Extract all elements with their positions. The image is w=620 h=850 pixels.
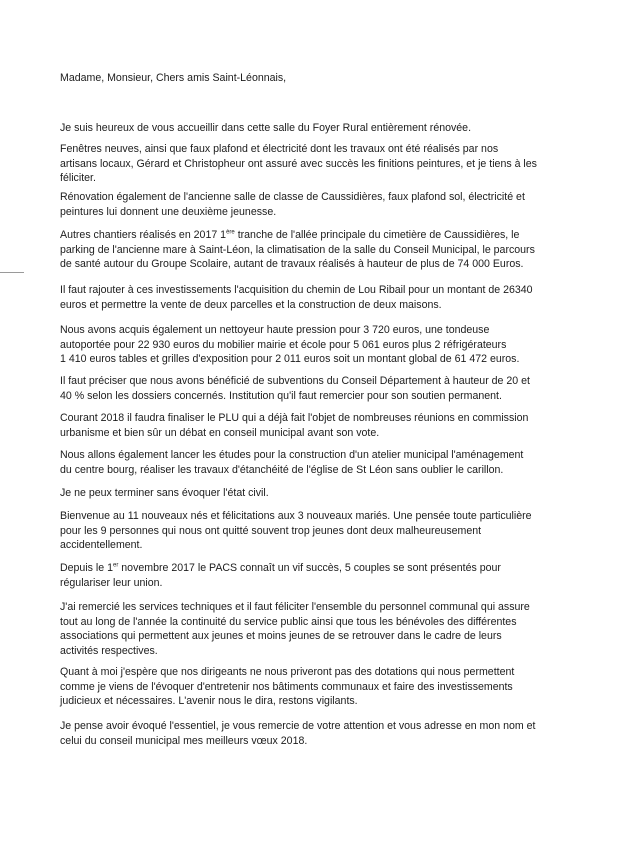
text-line: féliciter. bbox=[60, 172, 96, 184]
text-line: de santé autour du Groupe Scolaire, autant de travaux réalisés à hauteur de plus de 74 000 Euros. bbox=[60, 258, 524, 270]
paragraph-funding-hopes bbox=[60, 665, 580, 709]
superscript: ère bbox=[226, 229, 235, 236]
text-line: Nous avons acquis également un nettoyeur haute pression pour 3 720 euros, une tondeuse bbox=[60, 324, 490, 336]
text-fragment: Depuis le 1 bbox=[60, 562, 113, 574]
paragraph-thanks-staff bbox=[60, 600, 580, 658]
paragraph-civil-status-intro bbox=[60, 486, 580, 501]
text-line: Je ne peux terminer sans évoquer l'état civil. bbox=[60, 487, 269, 499]
text-line: Je pense avoir évoqué l'essentiel, je vous remercie de votre attention et vous adresse en mon nom et bbox=[60, 720, 536, 732]
text-line: celui du conseil municipal mes meilleurs vœux 2018. bbox=[60, 734, 308, 747]
text-line: régulariser leur union. bbox=[60, 576, 163, 589]
text-line: accidentellement. bbox=[60, 539, 143, 551]
text-line: Bienvenue au 11 nouveaux nés et félicitations aux 3 nouveaux mariés. Une pensée toute particulière bbox=[60, 510, 532, 522]
paragraph-subsidies bbox=[60, 374, 580, 403]
text-line: Il faut rajouter à ces investissements l'acquisition du chemin de Lou Ribail pour un montant de 26340 bbox=[60, 284, 533, 296]
text-line bbox=[60, 561, 580, 576]
paragraph-births-marriages bbox=[60, 509, 580, 553]
text-line bbox=[60, 228, 580, 243]
text-line: du centre bourg, réaliser les travaux d'étanchéité de l'église de St Léon sans oublier le carillon. bbox=[60, 463, 504, 476]
text-line: Je suis heureux de vous accueillir dans cette salle du Foyer Rural entièrement rénovée. bbox=[60, 122, 472, 134]
text-line: associations qui permettent aux jeunes et moins jeunes de se retrouver dans le cadre de leurs bbox=[60, 630, 502, 642]
text-fragment: novembre 2017 le PACS connaît un vif succès, 5 couples se sont présentés pour bbox=[118, 562, 501, 574]
text-line: 1 410 euros tables et grilles d'exposition pour 2 011 euros soit un montant global de 61 472 euros. bbox=[60, 353, 520, 365]
text-line: 40 % selon les dossiers concernés. Institution qu'il faut remercier pour son soutien permanent. bbox=[60, 389, 502, 402]
text-line: parking de l'ancienne mare à Saint-Léon, la climatisation de la salle du Conseil Municipal, le parcours bbox=[60, 243, 535, 256]
text-fragment: tranche de l'allée principale du cimetière de Caussidières, le bbox=[234, 229, 520, 241]
text-fragment: Autres chantiers réalisés en 2017 1 bbox=[60, 229, 227, 241]
paragraph-windows bbox=[60, 142, 580, 186]
paragraph-plu bbox=[60, 411, 580, 440]
paragraph-closing-wishes bbox=[60, 719, 580, 748]
paragraph-equipment bbox=[60, 323, 580, 367]
superscript: er bbox=[113, 562, 119, 569]
text-line: autoportée pour 22 930 euros du mobilier mairie et école pour 5 061 euros plus 2 réfrigérateurs bbox=[60, 338, 507, 351]
text-line: Courant 2018 il faudra finaliser le PLU qui a déjà fait l'objet de nombreuses réunions en commission bbox=[60, 412, 529, 424]
paragraph-welcome bbox=[60, 121, 580, 136]
paragraph-other-works bbox=[60, 228, 580, 272]
text-line: Nous allons également lancer les études pour la construction d'un atelier municipal l'aménagement bbox=[60, 449, 524, 461]
salutation: Madame, Monsieur, Chers amis Saint-Léonnais, bbox=[60, 72, 287, 84]
text-line: euros et permettre la vente de deux parcelles et la construction de deux maisons. bbox=[60, 298, 442, 311]
text-line: judicieux et nécessaires. L'avenir nous le dira, restons vigilants. bbox=[60, 695, 358, 707]
paragraph-pacs bbox=[60, 561, 580, 590]
text-line: comme je viens de l'évoquer d'entretenir nos bâtiments communaux et faire des investissements bbox=[60, 680, 513, 693]
text-line: Quant à moi j'espère que nos dirigeants ne nous priveront pas des dotations qui nous permettent bbox=[60, 666, 515, 678]
text-line: urbanisme et bien sûr un débat en conseil municipal avant son vote. bbox=[60, 426, 380, 439]
text-line: J'ai remercié les services techniques et il faut féliciter l'ensemble du personnel communal qui assure bbox=[60, 601, 530, 613]
paragraph-classroom-renovation bbox=[60, 190, 580, 219]
paragraph-studies bbox=[60, 448, 580, 477]
margin-scan-mark bbox=[0, 272, 24, 273]
text-line: Rénovation également de l'ancienne salle de classe de Caussidières, faux plafond sol, électricité et bbox=[60, 191, 525, 203]
text-line: activités respectives. bbox=[60, 644, 158, 657]
text-line: Il faut préciser que nous avons bénéficié de subventions du Conseil Département à hauteur de 20 et bbox=[60, 375, 530, 387]
paragraph-path-acquisition bbox=[60, 283, 580, 312]
text-line: peintures lui donnent une deuxième jeunesse. bbox=[60, 205, 277, 218]
text-line: pour les 9 personnes qui nous ont quitté souvent trop jeunes dont deux malheureusement bbox=[60, 524, 482, 537]
text-line: Fenêtres neuves, ainsi que faux plafond et électricité dont les travaux ont été réalisés par nos bbox=[60, 143, 499, 155]
text-line: tout au long de l'année la continuité du service public ainsi que tous les bénévoles des différentes bbox=[60, 615, 517, 628]
text-line: artisans locaux, Gérard et Christopheur ont assuré avec succès les finitions peintures, et je tiens à les bbox=[60, 157, 537, 170]
